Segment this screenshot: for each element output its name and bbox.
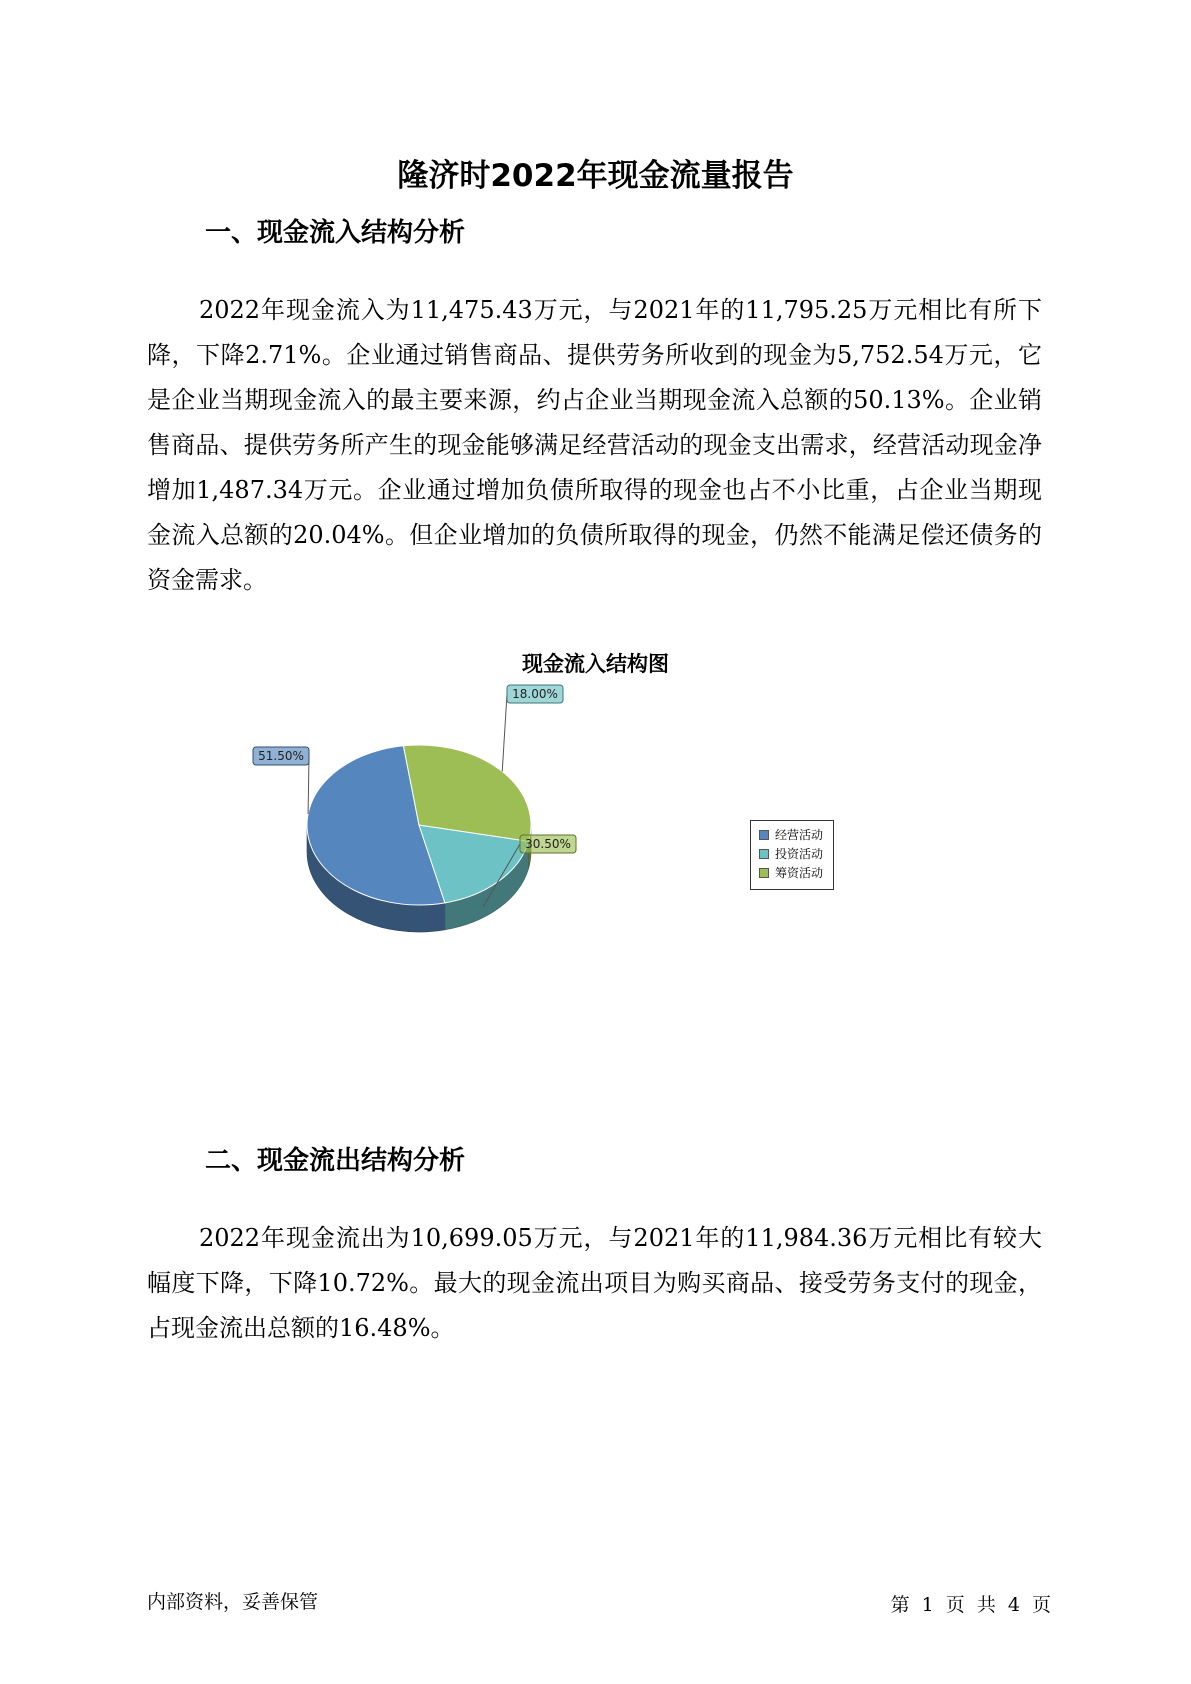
legend-item-operating (759, 825, 833, 844)
pie-label-investing: 18.00% (512, 687, 558, 701)
footer-page-number: 第 1 页 共 4 页 (890, 1594, 1051, 1616)
legend-swatch-investing (759, 849, 769, 859)
legend-label-investing: 投资活动 (775, 847, 824, 861)
legend-item-financing (759, 863, 833, 882)
document-title: 隆济时2022年现金流量报告 (397, 158, 794, 194)
pie-leader-investing (502, 694, 507, 771)
section1-paragraph: 2022年现金流入为11,475.43万元，与2021年的11,795.25万元相比有所下降，下降2.71%。企业通过销售商品、提供劳务所收到的现金为5,752.54万元，它是企业当期现金流入的最主要来源，约占企业当期现金流入总额的50.13%。企业销售商品、提供劳务所产生的现金能够满足经营活动的现金支出需求，经营活动现金净增加1,487.34万元。企业通过增加负债所取得的现金也占不小比重，占企业当期现金流入总额的20.04%。但企业增加的负债所取得的现金，仍然不能满足偿还债务的资金需求。 (147, 296, 1042, 594)
legend-label-financing: 筹资活动 (775, 866, 824, 880)
pie-label-operating: 51.50% (258, 749, 304, 763)
footer-confidential-note: 内部资料，妥善保管 (147, 1591, 319, 1613)
legend-item-investing (759, 844, 833, 863)
legend-swatch-financing (759, 868, 769, 878)
chart-title: 现金流入结构图 (522, 652, 669, 676)
legend-label-operating: 经营活动 (775, 828, 824, 842)
pie-label-financing: 30.50% (525, 837, 571, 851)
section2-heading: 二、现金流出结构分析 (205, 1146, 466, 1176)
legend-swatch-operating (759, 830, 769, 840)
section2-paragraph: 2022年现金流出为10,699.05万元，与2021年的11,984.36万元相比有较大幅度下降，下降10.72%。最大的现金流出项目为购买商品、接受劳务支付的现金，占现金流出总额的16.48%。 (147, 1224, 1042, 1342)
chart-legend (750, 820, 834, 890)
pie-chart (200, 687, 620, 940)
section1-heading: 一、现金流入结构分析 (205, 218, 466, 248)
